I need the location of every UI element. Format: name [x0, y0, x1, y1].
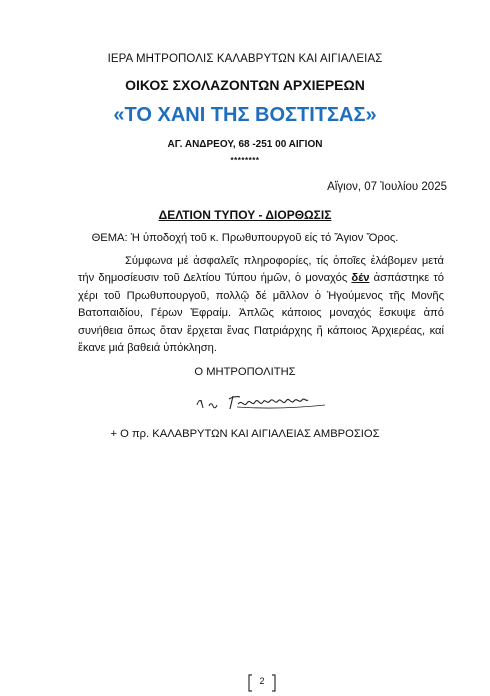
body-text-part-1: Σύμφωνα μέ ἀσφαλεῖς πληροφορίες, τίς ὁποῖες ἐλάβομεν μετά τήν δημοσίευσιν τοῦ Δελτίου Τύπου ἡμῶν, ὁ μοναχός [78, 255, 444, 285]
press-release-body [78, 253, 444, 357]
address-line: ΑΓ. ΑΝΔΡΕΟΥ, 68 -251 00 ΑΙΓΙΟΝ [167, 139, 323, 150]
metropolitan-name: + Ο πρ. ΚΑΛΑΒΡΥΤΩΝ ΚΑΙ ΑΙΓΙΑΛΕΙΑΣ ΑΜΒΡΟΣΙΟΣ [110, 428, 380, 440]
header-separator: ******** [230, 156, 260, 165]
body-emphasis: δέν [351, 272, 370, 285]
house-name-heading: «ΤΟ ΧΑΝΙ ΤΗΣ ΒΟΣΤΙΤΣΑΣ» [113, 104, 377, 126]
document-date: Αἴγιον, 07 Ἰουλίου 2025 [327, 181, 447, 193]
page-number: 2 [259, 676, 265, 686]
press-release-title: ΔΕΛΤΙΟΝ ΤΥΠΟΥ - ΔΙΟΡΘΩΣΙΣ [158, 208, 332, 222]
metropolis-heading: ΙΕΡΑ ΜΗΤΡΟΠΟΛΙΣ ΚΑΛΑΒΡΥΤΩΝ ΚΑΙ ΑΙΓΙΑΛΕΙΑΣ [107, 53, 383, 65]
handwritten-signature [193, 389, 329, 413]
signature-role: Ο ΜΗΤΡΟΠΟΛΙΤΗΣ [194, 366, 296, 378]
house-heading: ΟΙΚΟΣ ΣΧΟΛΑΖΟΝΤΩΝ ΑΡΧΙΕΡΕΩΝ [125, 77, 365, 93]
press-release-subject: ΘΕΜΑ: Ἡ ὑποδοχή τοῦ κ. Πρωθυπουργοῦ εἰς τό Ἅγιον Ὄρος. [91, 232, 399, 244]
body-text-part-2: ἀσπάστηκε τό χέρι τοῦ Πρωθυπουργοῦ, πολλῷ δέ μᾶλλον ὁ Ἡγούμενος τῆς Μονῆς Βατοπαιδίου, Γέρων Ἐφραίμ. Ἁπλῶς κάποιος μοναχός ἔσκυψε ἀπό συνήθεια ὅπως ὅταν ἔρχεται ἕνας Πατριάρχης ἤ κάποιος Ἀρχιερέας, καί ἔκανε μιά βαθειά ὑπόκληση. [78, 272, 444, 355]
